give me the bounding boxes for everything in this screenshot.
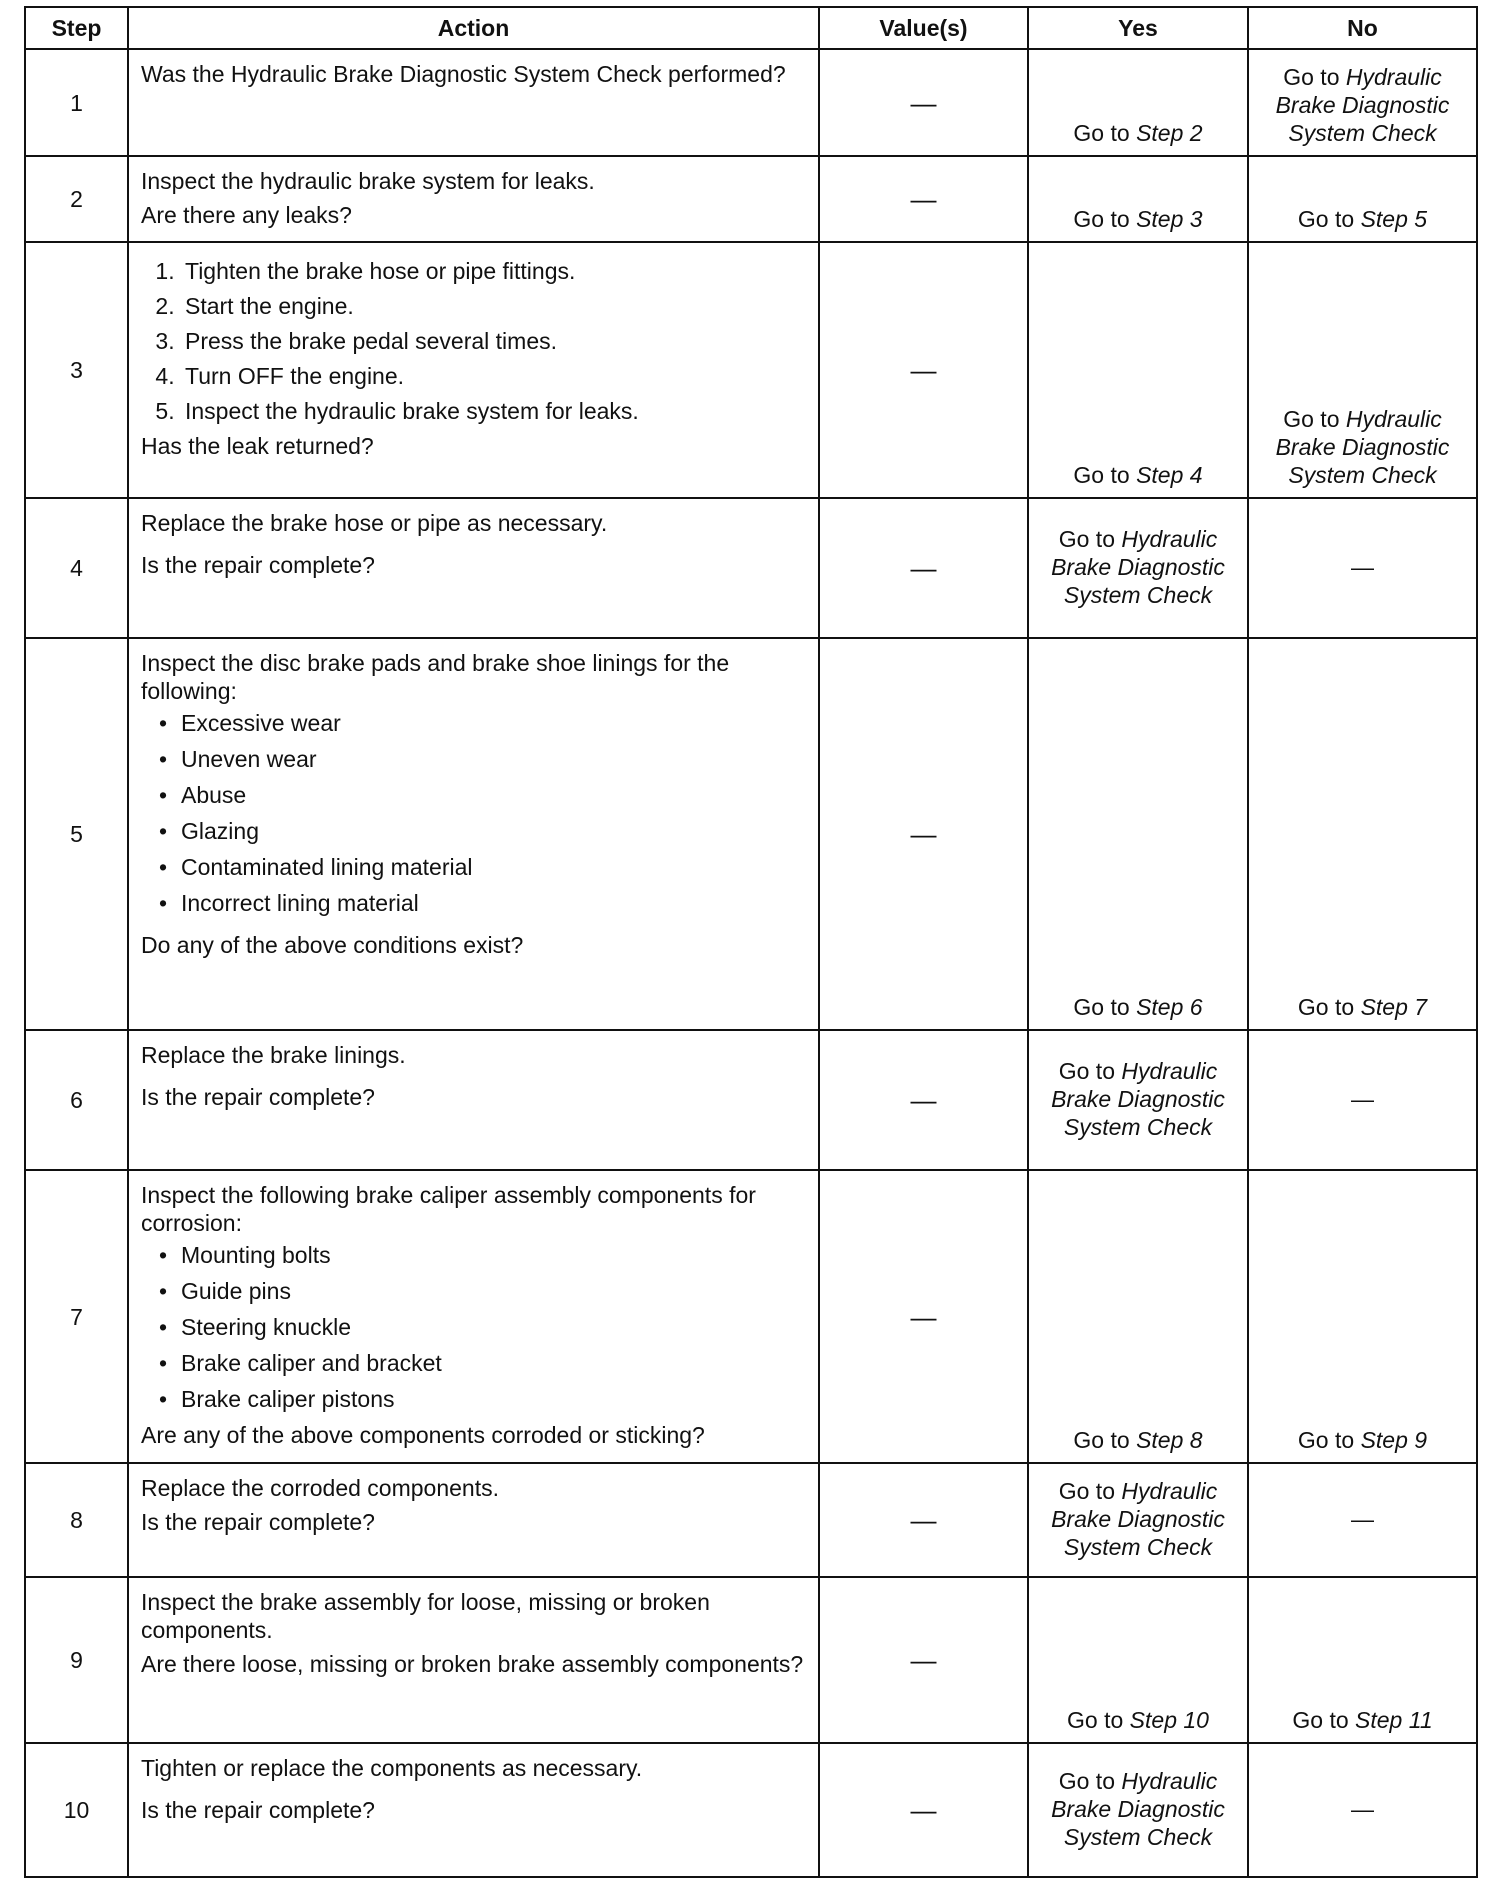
bullet-text: Contaminated lining material — [181, 854, 473, 880]
go-to-prefix: Go to — [1058, 1058, 1115, 1084]
step-row-9 — [25, 1577, 1477, 1743]
header-row — [25, 7, 1477, 49]
value-cell: — — [819, 156, 1028, 242]
go-to-prefix: Go to — [1067, 1707, 1124, 1733]
list-item — [141, 1277, 806, 1305]
no-dash: — — [1351, 1796, 1374, 1822]
go-to-link[interactable] — [1037, 1706, 1239, 1734]
step-number: 10 — [25, 1743, 128, 1877]
action-question: Are any of the above components corroded or sticking? — [141, 1422, 705, 1448]
bullet-icon: • — [159, 746, 168, 772]
step-row-4 — [25, 498, 1477, 638]
action-cell — [128, 1577, 819, 1743]
go-to-link[interactable] — [1257, 405, 1468, 489]
action-text: Was the Hydraulic Brake Diagnostic System Check performed? — [141, 61, 786, 87]
bullet-text: Brake caliper and bracket — [181, 1350, 442, 1376]
go-to-target: Hydraulic Brake Diagnostic System Check — [1051, 1478, 1225, 1560]
bullet-icon: • — [159, 710, 168, 736]
action-question: Has the leak returned? — [141, 433, 374, 459]
list-item-wrapper — [181, 327, 806, 355]
action-text: Is the repair complete? — [141, 552, 375, 578]
go-to-prefix: Go to — [1073, 206, 1130, 232]
action-cell — [128, 1463, 819, 1577]
header-action: Action — [128, 7, 819, 49]
list-item-wrapper — [181, 362, 806, 390]
go-to-target: Step 3 — [1136, 206, 1203, 232]
yes-cell — [1028, 1743, 1248, 1877]
value-cell: — — [819, 242, 1028, 498]
bullet-icon: • — [159, 1242, 168, 1268]
no-cell — [1248, 638, 1477, 1030]
action-cell — [128, 49, 819, 156]
action-text: Inspect the brake assembly for loose, missing or broken components. — [141, 1589, 710, 1643]
no-cell — [1248, 1030, 1477, 1170]
go-to-prefix: Go to — [1058, 526, 1115, 552]
action-cell — [128, 156, 819, 242]
go-to-prefix: Go to — [1058, 1768, 1115, 1794]
go-to-target: Step 6 — [1136, 994, 1203, 1020]
step-row-3 — [25, 242, 1477, 498]
action-cell — [128, 1030, 819, 1170]
go-to-link[interactable] — [1037, 525, 1239, 609]
step-row-7 — [25, 1170, 1477, 1463]
go-to-target: Hydraulic Brake Diagnostic System Check — [1051, 1768, 1225, 1850]
no-cell — [1248, 49, 1477, 156]
yes-cell — [1028, 1170, 1248, 1463]
action-text: Is the repair complete? — [141, 1084, 375, 1110]
no-cell — [1248, 242, 1477, 498]
bullet-icon: • — [159, 1386, 168, 1412]
value-cell: — — [819, 1170, 1028, 1463]
step-number: 9 — [25, 1577, 128, 1743]
step-row-6 — [25, 1030, 1477, 1170]
action-cell — [128, 1170, 819, 1463]
yes-cell — [1028, 638, 1248, 1030]
header-step: Step — [25, 7, 128, 49]
bullet-text: Brake caliper pistons — [181, 1386, 395, 1412]
header-no: No — [1248, 7, 1477, 49]
bullet-text: Excessive wear — [181, 710, 341, 736]
go-to-link[interactable] — [1037, 461, 1239, 489]
yes-cell — [1028, 498, 1248, 638]
go-to-target: Step 7 — [1360, 994, 1428, 1020]
go-to-prefix: Go to — [1297, 1427, 1355, 1453]
action-cell — [128, 1743, 819, 1877]
list-item — [141, 817, 806, 845]
go-to-prefix: Go to — [1073, 994, 1130, 1020]
bullet-icon: • — [159, 1278, 168, 1304]
yes-cell — [1028, 1030, 1248, 1170]
step-row-1 — [25, 49, 1477, 156]
no-cell — [1248, 1577, 1477, 1743]
yes-cell — [1028, 49, 1248, 156]
go-to-link[interactable] — [1037, 1057, 1239, 1141]
step-row-5 — [25, 638, 1477, 1030]
list-item — [141, 709, 806, 737]
list-item-wrapper — [181, 397, 806, 425]
diagnostic-table-page — [24, 6, 1476, 1878]
header-yes: Yes — [1028, 7, 1248, 49]
list-item-wrapper — [181, 292, 806, 320]
yes-cell — [1028, 156, 1248, 242]
bullet-icon: • — [159, 1314, 168, 1340]
list-item: Inspect the hydraulic brake system for leaks. — [185, 398, 639, 424]
list-item — [141, 745, 806, 773]
list-item-wrapper — [181, 257, 806, 285]
action-cell — [128, 242, 819, 498]
list-item: Press the brake pedal several times. — [185, 328, 558, 354]
list-item: Turn OFF the engine. — [185, 363, 405, 389]
go-to-link[interactable] — [1257, 1706, 1468, 1734]
step-number: 1 — [25, 49, 128, 156]
action-text: Inspect the hydraulic brake system for leaks. — [141, 168, 595, 194]
go-to-prefix: Go to — [1073, 120, 1130, 146]
go-to-link[interactable] — [1257, 63, 1468, 147]
list-item — [141, 1241, 806, 1269]
value-cell: — — [819, 1577, 1028, 1743]
no-cell — [1248, 156, 1477, 242]
action-text: Replace the brake linings. — [141, 1042, 406, 1068]
bullet-text: Mounting bolts — [181, 1242, 331, 1268]
list-item — [141, 781, 806, 809]
bullet-icon: • — [159, 782, 168, 808]
action-intro: Inspect the disc brake pads and brake shoe linings for the following: — [141, 650, 730, 704]
bullet-icon: • — [159, 818, 168, 844]
bullet-text: Abuse — [181, 782, 247, 808]
bullet-list — [141, 1241, 806, 1413]
action-text: Are there loose, missing or broken brake assembly components? — [141, 1651, 804, 1677]
action-text: Is the repair complete? — [141, 1509, 375, 1535]
go-to-link[interactable] — [1037, 1426, 1239, 1454]
go-to-target: Step 11 — [1355, 1707, 1433, 1733]
no-cell — [1248, 1463, 1477, 1577]
list-item — [141, 1313, 806, 1341]
action-text: Replace the brake hose or pipe as necessary. — [141, 510, 608, 536]
bullet-text: Incorrect lining material — [181, 890, 419, 916]
no-dash: — — [1351, 554, 1374, 580]
step-number: 3 — [25, 242, 128, 498]
value-cell: — — [819, 1743, 1028, 1877]
bullet-text: Steering knuckle — [181, 1314, 352, 1340]
value-cell: — — [819, 638, 1028, 1030]
bullet-text: Uneven wear — [181, 746, 317, 772]
value-cell: — — [819, 1030, 1028, 1170]
step-number: 5 — [25, 638, 128, 1030]
action-text: Are there any leaks? — [141, 202, 352, 228]
list-item — [141, 1349, 806, 1377]
action-intro: Inspect the following brake caliper assembly components for corrosion: — [141, 1182, 756, 1236]
no-cell — [1248, 1170, 1477, 1463]
go-to-target: Hydraulic Brake Diagnostic System Check — [1275, 406, 1450, 488]
value-cell: — — [819, 49, 1028, 156]
action-text: Replace the corroded components. — [141, 1475, 499, 1501]
go-to-target: Hydraulic Brake Diagnostic System Check — [1275, 64, 1450, 146]
go-to-link[interactable] — [1257, 1426, 1468, 1454]
list-item — [141, 1385, 806, 1413]
bullet-icon: • — [159, 890, 168, 916]
no-dash: — — [1351, 1086, 1374, 1112]
header-value: Value(s) — [819, 7, 1028, 49]
go-to-link[interactable] — [1037, 119, 1239, 147]
go-to-link[interactable] — [1037, 205, 1239, 233]
go-to-prefix: Go to — [1297, 206, 1355, 232]
bullet-icon: • — [159, 854, 168, 880]
go-to-target: Hydraulic Brake Diagnostic System Check — [1051, 1058, 1225, 1140]
go-to-link[interactable] — [1037, 1477, 1239, 1561]
bullet-list — [141, 709, 806, 917]
go-to-link[interactable] — [1037, 993, 1239, 1021]
action-text: Is the repair complete? — [141, 1797, 375, 1823]
go-to-prefix: Go to — [1058, 1478, 1115, 1504]
go-to-link[interactable] — [1257, 205, 1468, 233]
diagnostic-table — [24, 6, 1478, 1878]
step-row-8 — [25, 1463, 1477, 1577]
go-to-target: Step 4 — [1136, 462, 1203, 488]
no-cell — [1248, 498, 1477, 638]
list-item: Tighten the brake hose or pipe fittings. — [185, 258, 576, 284]
step-row-10 — [25, 1743, 1477, 1877]
action-cell — [128, 498, 819, 638]
go-to-target: Step 5 — [1360, 206, 1428, 232]
go-to-target: Step 2 — [1136, 120, 1203, 146]
go-to-prefix: Go to — [1283, 64, 1340, 90]
action-question: Do any of the above conditions exist? — [141, 932, 524, 958]
step-number: 7 — [25, 1170, 128, 1463]
go-to-target: Step 10 — [1129, 1707, 1209, 1733]
yes-cell — [1028, 1463, 1248, 1577]
go-to-link[interactable] — [1037, 1767, 1239, 1851]
yes-cell — [1028, 1577, 1248, 1743]
list-item: Start the engine. — [185, 293, 354, 319]
go-to-prefix: Go to — [1073, 1427, 1130, 1453]
action-cell — [128, 638, 819, 1030]
action-text: Tighten or replace the components as necessary. — [141, 1755, 643, 1781]
go-to-target: Step 8 — [1136, 1427, 1203, 1453]
bullet-icon: • — [159, 1350, 168, 1376]
step-number: 6 — [25, 1030, 128, 1170]
step-row-2 — [25, 156, 1477, 242]
go-to-prefix: Go to — [1073, 462, 1130, 488]
bullet-text: Glazing — [181, 818, 259, 844]
value-cell: — — [819, 1463, 1028, 1577]
value-cell: — — [819, 498, 1028, 638]
list-item — [141, 853, 806, 881]
bullet-text: Guide pins — [181, 1278, 291, 1304]
go-to-prefix: Go to — [1283, 406, 1340, 432]
numbered-list — [141, 257, 806, 425]
go-to-target: Step 9 — [1360, 1427, 1428, 1453]
go-to-prefix: Go to — [1297, 994, 1355, 1020]
step-number: 8 — [25, 1463, 128, 1577]
go-to-link[interactable] — [1257, 993, 1468, 1021]
no-dash: — — [1351, 1506, 1374, 1532]
go-to-prefix: Go to — [1292, 1707, 1349, 1733]
step-number: 2 — [25, 156, 128, 242]
go-to-target: Hydraulic Brake Diagnostic System Check — [1051, 526, 1225, 608]
list-item — [141, 889, 806, 917]
step-number: 4 — [25, 498, 128, 638]
yes-cell — [1028, 242, 1248, 498]
no-cell — [1248, 1743, 1477, 1877]
